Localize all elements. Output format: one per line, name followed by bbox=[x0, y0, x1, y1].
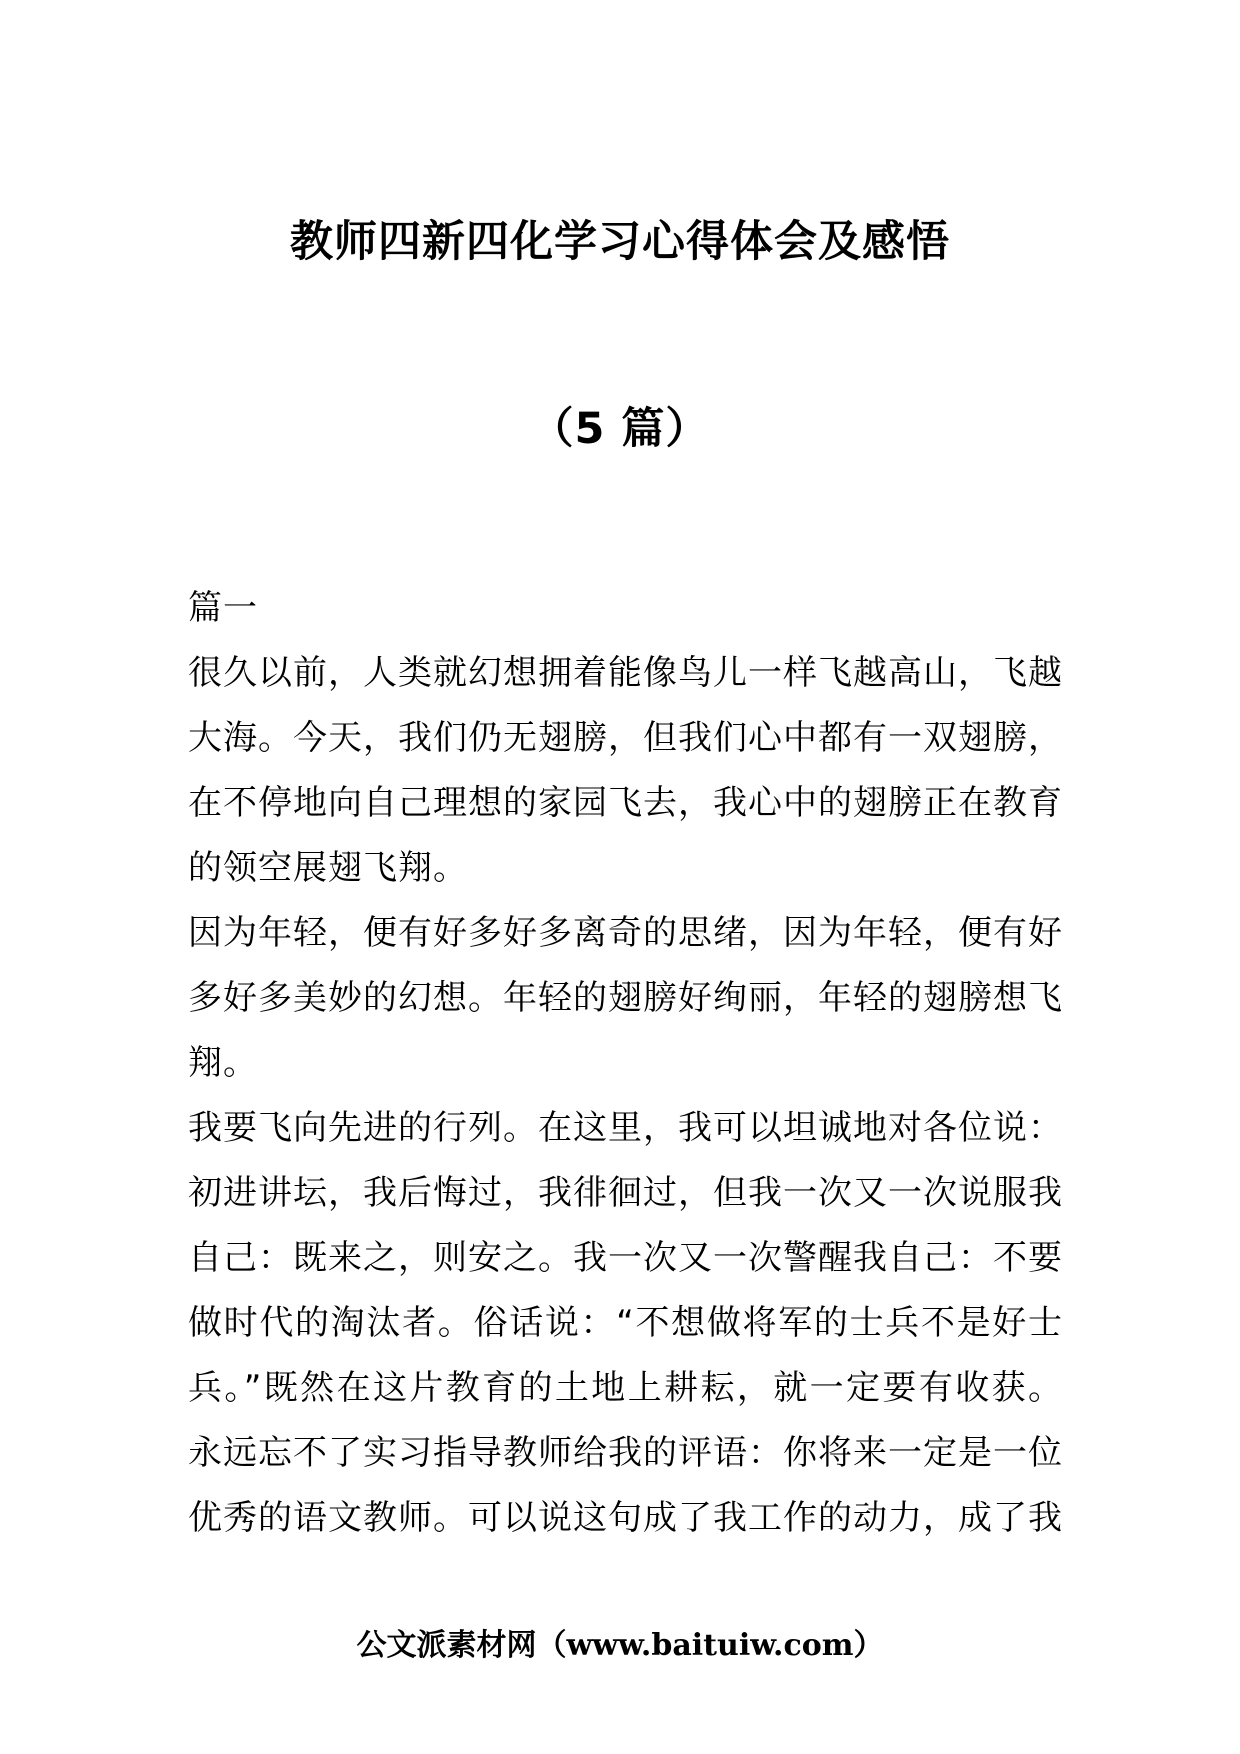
paragraph-1: 很久以前，人类就幻想拥着能像鸟儿一样飞越高山，飞越大海。今天，我们仍无翅膀，但我们心中都有一双翅膀，在不停地向自己理想的家园飞去，我心中的翅膀正在教育的领空展翅飞翔。 bbox=[188, 653, 1063, 888]
document-body bbox=[188, 576, 1063, 1551]
paragraph-3: 我要飞向先进的行列。在这里，我可以坦诚地对各位说：初进讲坛，我后悔过，我徘徊过，但我一次又一次说服我自己：既来之，则安之。我一次又一次警醒我自己：不要做时代的淘汰者。俗话说：“不想做将军的士兵不是好士兵。”既然在这片教育的土地上耕耘，就一定要有收获。永远忘不了实习指导教师给我的评语：你将来一定是一位优秀的语文教师。可以说这句成了我工作的动力，成了我 bbox=[188, 1108, 1063, 1538]
document-subtitle: （5 篇） bbox=[530, 404, 710, 454]
footer-source: 公文派素材网（www.baituiw.com） bbox=[356, 1628, 884, 1663]
section-heading: 篇一 bbox=[188, 588, 258, 628]
paragraph-2: 因为年轻，便有好多好多离奇的思绪，因为年轻，便有好多好多美妙的幻想。年轻的翅膀好绚丽，年轻的翅膀想飞翔。 bbox=[188, 913, 1063, 1083]
document-title: 教师四新四化学习心得体会及感悟 bbox=[290, 217, 950, 267]
